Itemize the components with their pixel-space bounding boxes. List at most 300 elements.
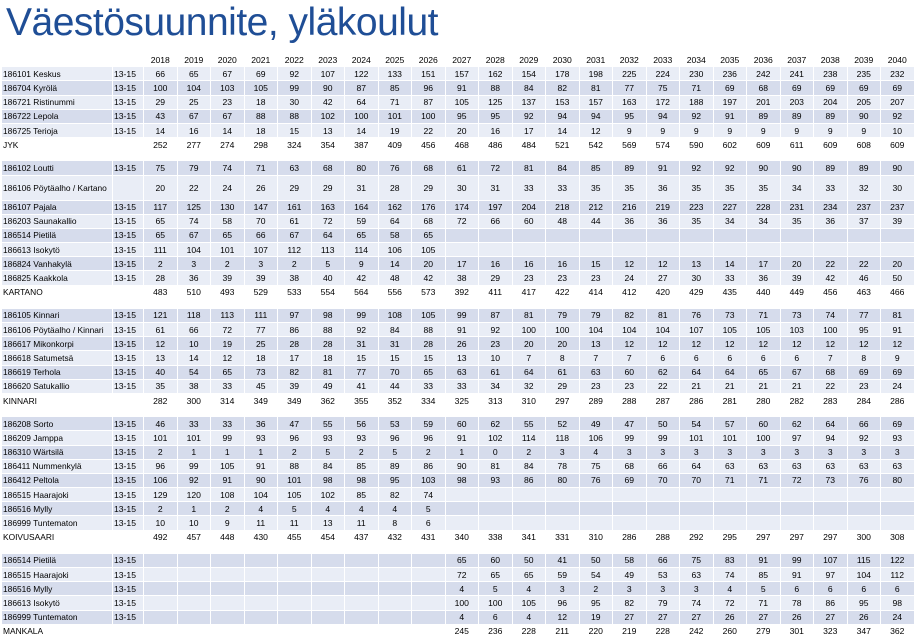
table-row: [2, 351, 915, 365]
value-cell: 24: [613, 271, 647, 285]
value-cell: 105: [713, 323, 747, 337]
value-cell: 77: [613, 81, 647, 95]
value-cell: 3: [546, 582, 580, 596]
value-cell: 79: [579, 308, 613, 322]
year-header-row: [2, 53, 915, 67]
year-header: 2019: [177, 53, 211, 67]
value-cell: 50: [881, 271, 915, 285]
table-row: [2, 596, 915, 610]
value-cell: 197: [479, 200, 513, 214]
value-cell: 54: [579, 568, 613, 582]
area-name: KINNARI: [2, 393, 113, 407]
value-cell: 23: [211, 95, 245, 109]
value-cell: 64: [814, 417, 848, 431]
value-cell: 9: [747, 123, 781, 137]
value-cell: 76: [680, 308, 714, 322]
value-cell: 3: [814, 445, 848, 459]
value-cell: 198: [579, 67, 613, 81]
spacer-cell: [412, 152, 446, 161]
value-cell: [680, 488, 714, 502]
value-cell: 235: [847, 67, 881, 81]
value-cell: 8: [378, 516, 412, 530]
value-cell: 96: [412, 431, 446, 445]
value-cell: 237: [881, 200, 915, 214]
value-cell: 88: [278, 459, 312, 473]
value-cell: 87: [412, 95, 446, 109]
age-group: 13-15: [113, 257, 144, 271]
value-cell: [546, 516, 580, 530]
value-cell: 20: [445, 123, 479, 137]
value-cell: 28: [311, 337, 345, 351]
value-cell: 65: [144, 228, 178, 242]
value-cell: 314: [211, 393, 245, 407]
value-cell: 60: [445, 417, 479, 431]
value-cell: 81: [881, 308, 915, 322]
value-cell: 63: [847, 459, 881, 473]
value-cell: [814, 488, 848, 502]
value-cell: 297: [747, 530, 781, 544]
value-cell: 98: [345, 473, 379, 487]
value-cell: 77: [345, 365, 379, 379]
value-cell: 35: [579, 175, 613, 200]
value-cell: [579, 516, 613, 530]
age-group: 13-15: [113, 488, 144, 502]
value-cell: 228: [646, 624, 680, 638]
value-cell: 125: [177, 200, 211, 214]
value-cell: 2: [278, 445, 312, 459]
value-cell: 20: [412, 257, 446, 271]
value-cell: 289: [579, 393, 613, 407]
value-cell: 241: [780, 67, 814, 81]
value-cell: 104: [177, 243, 211, 257]
value-cell: 25: [244, 337, 278, 351]
value-cell: 431: [412, 530, 446, 544]
area-name: 186619 Terhola: [2, 365, 113, 379]
spacer-cell: [847, 152, 881, 161]
value-cell: 96: [378, 431, 412, 445]
age-group: 13-15: [113, 379, 144, 393]
spacer-cell: [680, 544, 714, 553]
value-cell: 74: [211, 161, 245, 175]
value-cell: 133: [378, 67, 412, 81]
value-cell: 334: [412, 393, 446, 407]
value-cell: 39: [244, 271, 278, 285]
value-cell: 58: [613, 553, 647, 567]
area-name: 186203 Saunakallio: [2, 214, 113, 228]
value-cell: [278, 582, 312, 596]
spacer-cell: [412, 544, 446, 553]
value-cell: 468: [445, 138, 479, 152]
value-cell: 54: [680, 417, 714, 431]
value-cell: 88: [479, 81, 513, 95]
value-cell: [479, 502, 513, 516]
age-group: 13-15: [113, 365, 144, 379]
spacer-cell: [177, 544, 211, 553]
age-group: 13-15: [113, 568, 144, 582]
value-cell: [412, 624, 446, 638]
value-cell: 176: [412, 200, 446, 214]
value-cell: 67: [211, 67, 245, 81]
value-cell: 23: [512, 271, 546, 285]
area-name: 186106 Pöytäalho / Kartano: [2, 175, 113, 200]
value-cell: 34: [780, 175, 814, 200]
age-group: 13-15: [113, 161, 144, 175]
value-cell: 41: [546, 553, 580, 567]
value-cell: 151: [412, 67, 446, 81]
value-cell: 417: [512, 285, 546, 299]
value-cell: 6: [780, 351, 814, 365]
value-cell: [278, 624, 312, 638]
value-cell: 97: [780, 431, 814, 445]
value-cell: 554: [311, 285, 345, 299]
value-cell: 104: [613, 323, 647, 337]
spacer-row: [2, 544, 915, 553]
value-cell: 44: [579, 214, 613, 228]
value-cell: 107: [311, 67, 345, 81]
value-cell: [378, 596, 412, 610]
value-cell: [847, 228, 881, 242]
value-cell: 352: [378, 393, 412, 407]
value-cell: 10: [177, 516, 211, 530]
value-cell: 137: [512, 95, 546, 109]
value-cell: 355: [345, 393, 379, 407]
value-cell: 12: [144, 337, 178, 351]
value-cell: 29: [144, 95, 178, 109]
spacer-cell: [445, 544, 479, 553]
value-cell: 14: [546, 123, 580, 137]
value-cell: 288: [613, 393, 647, 407]
value-cell: 47: [278, 417, 312, 431]
table-row: [2, 123, 915, 137]
value-cell: 6: [412, 516, 446, 530]
value-cell: 13: [579, 337, 613, 351]
value-cell: 9: [680, 123, 714, 137]
value-cell: 325: [445, 393, 479, 407]
value-cell: 68: [747, 81, 781, 95]
value-cell: 67: [177, 109, 211, 123]
value-cell: 81: [579, 81, 613, 95]
value-cell: 362: [311, 393, 345, 407]
value-cell: 17: [278, 351, 312, 365]
value-cell: 28: [412, 337, 446, 351]
area-name: 186208 Sorto: [2, 417, 113, 431]
value-cell: 66: [177, 323, 211, 337]
value-cell: 80: [881, 473, 915, 487]
value-cell: 5: [479, 582, 513, 596]
age-group: 13-15: [113, 445, 144, 459]
value-cell: 347: [847, 624, 881, 638]
value-cell: 12: [646, 337, 680, 351]
spacer-cell: [747, 408, 781, 417]
value-cell: 42: [345, 271, 379, 285]
age-group: 13-15: [113, 228, 144, 242]
value-cell: 12: [747, 337, 781, 351]
value-cell: 92: [479, 323, 513, 337]
value-cell: 99: [780, 553, 814, 567]
value-cell: 68: [412, 161, 446, 175]
value-cell: [814, 228, 848, 242]
area-name: 186514 Pietilä: [2, 553, 113, 567]
value-cell: 63: [713, 459, 747, 473]
value-cell: 64: [378, 214, 412, 228]
value-cell: 45: [244, 379, 278, 393]
table-row: [2, 488, 915, 502]
spacer-cell: [311, 299, 345, 308]
age-group: 13-15: [113, 610, 144, 624]
table-row: [2, 502, 915, 516]
value-cell: 21: [747, 379, 781, 393]
value-cell: 437: [345, 530, 379, 544]
value-cell: 58: [211, 214, 245, 228]
value-cell: 448: [211, 530, 245, 544]
value-cell: 286: [680, 393, 714, 407]
value-cell: 9: [345, 257, 379, 271]
value-cell: 6: [680, 351, 714, 365]
spacer-cell: [680, 408, 714, 417]
value-cell: 92: [847, 431, 881, 445]
value-cell: 574: [646, 138, 680, 152]
value-cell: 92: [680, 109, 714, 123]
value-cell: 3: [646, 582, 680, 596]
value-cell: 79: [177, 161, 211, 175]
value-cell: 147: [244, 200, 278, 214]
value-cell: 3: [613, 582, 647, 596]
value-cell: 33: [211, 417, 245, 431]
spacer-cell: [144, 299, 178, 308]
value-cell: 6: [747, 351, 781, 365]
value-cell: 105: [512, 596, 546, 610]
spacer-cell: [881, 152, 915, 161]
spacer-cell: [113, 299, 144, 308]
value-cell: 466: [881, 285, 915, 299]
value-cell: 23: [613, 379, 647, 393]
spacer-cell: [479, 152, 513, 161]
value-cell: 12: [814, 337, 848, 351]
value-cell: [479, 516, 513, 530]
value-cell: 59: [546, 568, 580, 582]
value-cell: 69: [613, 473, 647, 487]
value-cell: 33: [814, 175, 848, 200]
value-cell: 16: [546, 257, 580, 271]
value-cell: [244, 582, 278, 596]
value-cell: 100: [412, 109, 446, 123]
value-cell: [512, 243, 546, 257]
value-cell: 42: [311, 95, 345, 109]
area-name: 186825 Kaakkola: [2, 271, 113, 285]
value-cell: 22: [646, 379, 680, 393]
spacer-cell: [2, 544, 113, 553]
value-cell: 98: [881, 596, 915, 610]
value-cell: [144, 553, 178, 567]
value-cell: 12: [881, 337, 915, 351]
value-cell: 2: [144, 257, 178, 271]
value-cell: 5: [747, 582, 781, 596]
value-cell: 72: [445, 568, 479, 582]
value-cell: 112: [881, 568, 915, 582]
value-cell: 74: [713, 568, 747, 582]
value-cell: 3: [680, 582, 714, 596]
value-cell: 100: [345, 109, 379, 123]
value-cell: 32: [847, 175, 881, 200]
value-cell: 564: [345, 285, 379, 299]
value-cell: 6: [814, 582, 848, 596]
value-cell: 204: [512, 200, 546, 214]
spacer-cell: [345, 408, 379, 417]
value-cell: 53: [646, 568, 680, 582]
year-header: 2022: [278, 53, 312, 67]
value-cell: 8: [847, 351, 881, 365]
value-cell: 300: [177, 393, 211, 407]
value-cell: 164: [345, 200, 379, 214]
spacer-cell: [579, 152, 613, 161]
total-row: [2, 393, 915, 407]
value-cell: [847, 488, 881, 502]
value-cell: 96: [144, 459, 178, 473]
value-cell: 28: [278, 337, 312, 351]
value-cell: 420: [646, 285, 680, 299]
value-cell: 238: [814, 67, 848, 81]
value-cell: 216: [613, 200, 647, 214]
year-header: 2026: [412, 53, 446, 67]
value-cell: 2: [211, 257, 245, 271]
value-cell: 105: [747, 323, 781, 337]
spacer-cell: [680, 299, 714, 308]
value-cell: 105: [278, 488, 312, 502]
value-cell: 99: [613, 431, 647, 445]
value-cell: 38: [278, 271, 312, 285]
value-cell: 46: [847, 271, 881, 285]
value-cell: 287: [646, 393, 680, 407]
value-cell: 33: [177, 417, 211, 431]
area-name: 186725 Terioja: [2, 123, 113, 137]
value-cell: 2: [211, 502, 245, 516]
value-cell: 493: [211, 285, 245, 299]
value-cell: 21: [780, 379, 814, 393]
value-cell: 5: [278, 502, 312, 516]
value-cell: 9: [713, 123, 747, 137]
value-cell: 96: [278, 431, 312, 445]
value-cell: 18: [244, 351, 278, 365]
spacer-cell: [479, 408, 513, 417]
value-cell: 3: [177, 257, 211, 271]
value-cell: [144, 610, 178, 624]
value-cell: 65: [512, 568, 546, 582]
value-cell: 29: [311, 175, 345, 200]
value-cell: 31: [345, 337, 379, 351]
spacer-cell: [479, 544, 513, 553]
value-cell: 98: [445, 473, 479, 487]
value-cell: 162: [378, 200, 412, 214]
value-cell: [412, 582, 446, 596]
value-cell: 12: [211, 351, 245, 365]
value-cell: 608: [847, 138, 881, 152]
table-row: [2, 200, 915, 214]
value-cell: [881, 228, 915, 242]
value-cell: 178: [546, 67, 580, 81]
value-cell: 100: [512, 323, 546, 337]
value-cell: 48: [546, 214, 580, 228]
value-cell: 88: [278, 109, 312, 123]
value-cell: 91: [211, 473, 245, 487]
value-cell: 19: [579, 610, 613, 624]
value-cell: 40: [144, 365, 178, 379]
value-cell: 91: [713, 109, 747, 123]
spacer-cell: [512, 408, 546, 417]
value-cell: 30: [445, 175, 479, 200]
value-cell: 14: [345, 123, 379, 137]
value-cell: 15: [278, 123, 312, 137]
value-cell: 4: [244, 502, 278, 516]
value-cell: [445, 243, 479, 257]
value-cell: 2: [144, 445, 178, 459]
value-cell: 33: [445, 379, 479, 393]
value-cell: 34: [747, 214, 781, 228]
value-cell: [412, 553, 446, 567]
value-cell: 89: [613, 161, 647, 175]
value-cell: 111: [244, 308, 278, 322]
spacer-cell: [2, 152, 113, 161]
area-name: 186999 Tuntematon: [2, 516, 113, 530]
value-cell: 90: [780, 161, 814, 175]
spacer-cell: [546, 152, 580, 161]
value-cell: 25: [177, 95, 211, 109]
value-cell: 242: [747, 67, 781, 81]
value-cell: 64: [512, 365, 546, 379]
value-cell: 26: [847, 610, 881, 624]
spacer-cell: [345, 544, 379, 553]
value-cell: 50: [579, 553, 613, 567]
value-cell: 492: [144, 530, 178, 544]
value-cell: 104: [579, 323, 613, 337]
value-cell: 31: [345, 175, 379, 200]
spacer-cell: [144, 408, 178, 417]
value-cell: 61: [546, 365, 580, 379]
value-cell: [345, 553, 379, 567]
value-cell: 16: [512, 257, 546, 271]
value-cell: 99: [177, 459, 211, 473]
spacer-cell: [278, 152, 312, 161]
value-cell: 95: [613, 109, 647, 123]
value-cell: 106: [144, 473, 178, 487]
value-cell: 429: [680, 285, 714, 299]
age-group: 13-15: [113, 337, 144, 351]
value-cell: 2: [412, 445, 446, 459]
value-cell: 18: [244, 123, 278, 137]
value-cell: 4: [579, 445, 613, 459]
value-cell: 313: [479, 393, 513, 407]
value-cell: 72: [445, 214, 479, 228]
value-cell: 8: [546, 351, 580, 365]
value-cell: 70: [378, 365, 412, 379]
value-cell: [177, 553, 211, 567]
spacer-cell: [613, 544, 647, 553]
value-cell: 61: [479, 365, 513, 379]
value-cell: 282: [144, 393, 178, 407]
age-group: 13-15: [113, 431, 144, 445]
value-cell: 90: [244, 473, 278, 487]
value-cell: 81: [512, 308, 546, 322]
value-cell: 300: [847, 530, 881, 544]
value-cell: 457: [177, 530, 211, 544]
spacer-cell: [579, 544, 613, 553]
value-cell: 97: [814, 568, 848, 582]
value-cell: 323: [814, 624, 848, 638]
value-cell: 98: [311, 308, 345, 322]
value-cell: 73: [814, 473, 848, 487]
value-cell: 93: [244, 431, 278, 445]
value-cell: 84: [512, 459, 546, 473]
value-cell: 12: [579, 123, 613, 137]
